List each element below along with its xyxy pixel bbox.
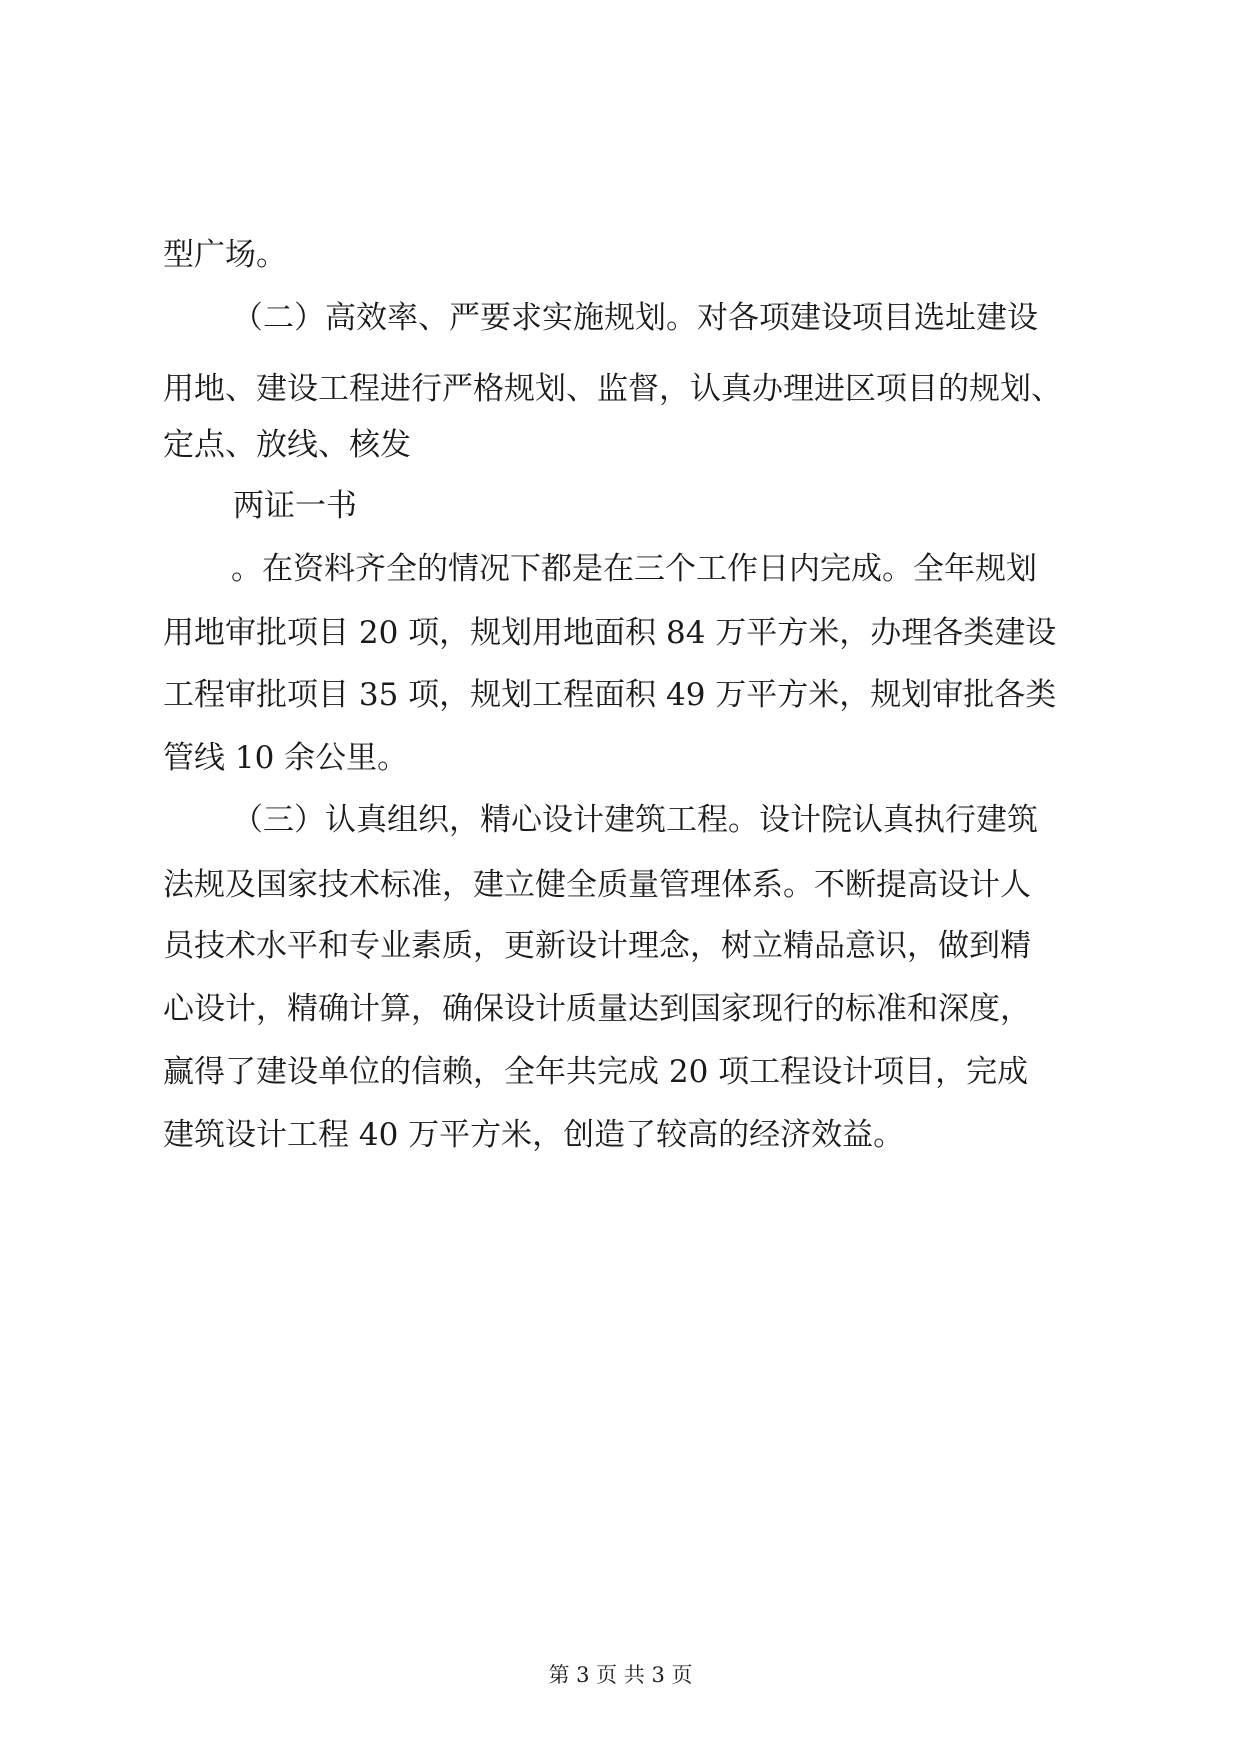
paragraph-line: 法规及国家技术标准，建立健全质量管理体系。不断提高设计人 (163, 867, 1031, 903)
paragraph-line: （三）认真组织，精心设计建筑工程。设计院认真执行建筑 (232, 802, 1038, 838)
paragraph-line: 管线 10 余公里。 (163, 740, 409, 776)
paragraph-line: 两证一书 (233, 488, 357, 524)
paragraph-line: 建筑设计工程 40 万平方米，创造了较高的经济效益。 (163, 1117, 905, 1153)
paragraph-line: 员技术水平和专业素质，更新设计理念，树立精品意识，做到精 (163, 928, 1031, 964)
paragraph-line: 用地、建设工程进行严格规划、监督，认真办理进区项目的规划、 (163, 371, 1062, 407)
paragraph-line: 。在资料齐全的情况下都是在三个工作日内完成。全年规划 (231, 551, 1037, 587)
paragraph-line: 型广场。 (163, 237, 287, 273)
paragraph-line: 工程审批项目 35 项，规划工程面积 49 万平方米，规划审批各类 (163, 677, 1057, 713)
paragraph-line: 心设计，精确计算，确保设计质量达到国家现行的标准和深度， (163, 991, 1031, 1027)
paragraph-line: 定点、放线、核发 (163, 427, 411, 463)
paragraph-line: 用地审批项目 20 项，规划用地面积 84 万平方米，办理各类建设 (163, 615, 1057, 651)
paragraph-line: 赢得了建设单位的信赖，全年共完成 20 项工程设计项目，完成 (163, 1054, 1029, 1090)
page-number-footer: 第 3 页 共 3 页 (548, 1663, 693, 1687)
paragraph-line: （二）高效率、严要求实施规划。对各项建设项目选址建设 (232, 300, 1038, 336)
